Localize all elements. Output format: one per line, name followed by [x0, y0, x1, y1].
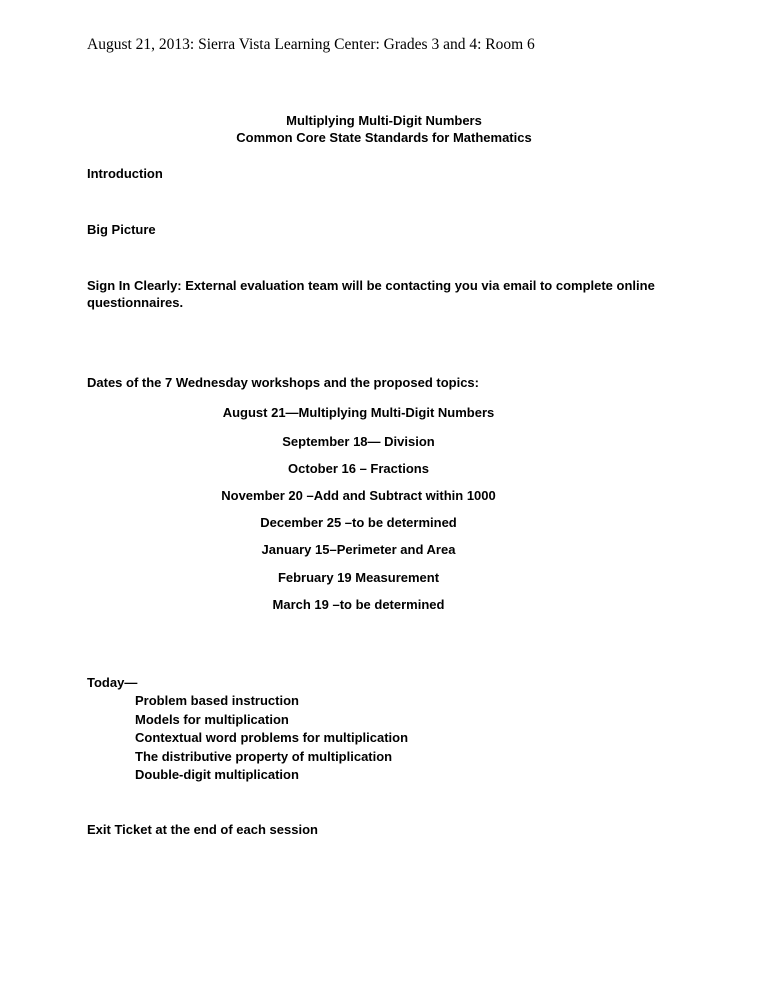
- workshop-item: March 19 –to be determined: [272, 597, 445, 612]
- exit-ticket-note: Exit Ticket at the end of each session: [87, 822, 318, 837]
- today-item: Problem based instruction: [135, 693, 299, 708]
- today-item: Contextual word problems for multiplication: [135, 730, 409, 745]
- today-item: The distributive property of multiplication: [135, 749, 393, 764]
- workshop-item: October 16 – Fractions: [288, 461, 429, 476]
- heading-big-picture: Big Picture: [87, 222, 156, 237]
- workshop-item: December 25 –to be determined: [260, 515, 457, 530]
- today-item: Models for multiplication: [135, 712, 289, 727]
- heading-introduction: Introduction: [87, 166, 163, 181]
- page-header: August 21, 2013: Sierra Vista Learning Center: Grades 3 and 4: Room 6: [87, 36, 535, 53]
- sign-in-note-line2: questionnaires.: [87, 295, 184, 310]
- workshop-item: February 19 Measurement: [277, 570, 440, 585]
- today-item: Double-digit multiplication: [135, 767, 299, 782]
- workshop-item: January 15–Perimeter and Area: [261, 542, 456, 557]
- workshop-item: November 20 –Add and Subtract within 1000: [221, 488, 496, 503]
- sign-in-note-line1: Sign In Clearly: External evaluation team will be contacting you via email to complete online: [87, 278, 655, 293]
- today-heading: Today—: [87, 675, 138, 690]
- workshop-item: August 21—Multiplying Multi-Digit Numbers: [222, 405, 495, 420]
- document-title: Multiplying Multi-Digit Numbers: [286, 113, 482, 128]
- document-subtitle: Common Core State Standards for Mathematics: [236, 130, 532, 145]
- workshop-dates-heading: Dates of the 7 Wednesday workshops and the proposed topics:: [87, 375, 479, 390]
- workshop-item: September 18— Division: [282, 434, 435, 449]
